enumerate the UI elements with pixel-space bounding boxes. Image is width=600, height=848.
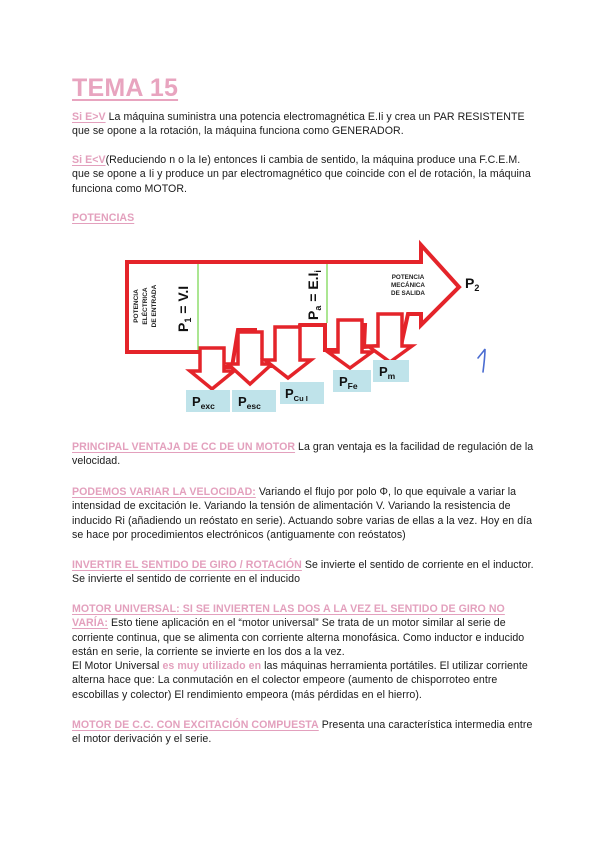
loss-box-cu: [280, 382, 324, 404]
output-label-line3: DE SALIDA: [391, 290, 425, 297]
loss-box-exc: [186, 390, 230, 412]
section-universal-text: Esto tiene aplicación en el “motor universal” Se trata de un motor similar al serie de corriente continua, que se alimenta con corriente alterna monofásica. Como inductor e inducido están en serie, la corriente se invierte en los dos a la vez.: [72, 617, 525, 658]
section-universal: [72, 602, 540, 702]
paragraph-text: La máquina suministra una potencia electromagnética E.Ii y crea un PAR RESISTENTE que se opone a la rotación, la máquina funciona como GENERADOR.: [72, 111, 525, 138]
svg-text:PCu I: $P_{Cu I}$: [285, 386, 308, 403]
section-ventaja-heading: PRINCIPAL VENTAJA DE CC DE UN MOTOR: [72, 441, 296, 453]
condition-e-greater-v: Si E>V: [72, 111, 106, 123]
section-velocidad-text: Variando el flujo por polo Φ, lo que equivale a variar la intensidad de excitación Ie. Variando la tensión de alimentación V. Variando la resistencia de inducido Ri (añadiendo un reóstato en serie). Actuando sobre varias de ellas a la vez. Hoy en día se hace por procedimientos electrónicos (antiguamente con reóstatos): [72, 486, 533, 541]
input-label-line2: ELÉCTRICA: [142, 287, 149, 325]
potencias-heading: POTENCIAS: [72, 212, 135, 224]
input-power-label: [133, 284, 158, 327]
p1-formula: [175, 286, 193, 332]
loss-box-m: [373, 360, 409, 382]
section-compuesta-text: Presenta una característica intermedia entre el motor derivación y el serie.: [72, 719, 533, 746]
input-label-line1: POTENCIA: [133, 289, 140, 323]
output-label-line1: POTENCIA: [391, 274, 425, 281]
section-compuesta: [72, 718, 540, 747]
condition-e-less-v: Si E<V: [72, 154, 106, 166]
section-giro-heading: INVERTIR EL SENTIDO DE GIRO / ROTACIÓN: [72, 559, 302, 571]
pa-formula: [305, 270, 323, 320]
svg-text:Pexc: $P_{exc}$: [192, 394, 215, 411]
section-compuesta-heading: MOTOR DE C.C. CON EXCITACIÓN COMPUESTA: [72, 719, 319, 731]
section-giro-text: Se invierte el sentido de corriente en el inductor. Se invierte el sentido de corriente en el inducido: [72, 559, 534, 586]
loss-box-esc: [232, 390, 276, 412]
section-ventaja: [72, 440, 540, 469]
svg-text:PFe: $P_{Fe}$: [339, 374, 358, 391]
output-label-line2: MECÁNICA: [391, 282, 425, 289]
section-giro: [72, 558, 540, 587]
input-label-line3: DE ENTRADA: [151, 284, 158, 328]
page-title: TEMA 15: [72, 74, 179, 102]
universal-line2-a: El Motor Universal: [72, 660, 163, 673]
section-ventaja-text: La gran ventaja es la facilidad de regulación de la velocidad.: [72, 441, 534, 468]
p2-label: $P_2$: [465, 275, 480, 293]
section-universal-heading: MOTOR UNIVERSAL: SI SE INVIERTEN LAS DOS A LA VEZ EL SENTIDO DE GIRO NO VARÍA:: [72, 603, 505, 630]
svg-text:Pa = E.Ii: $P_a = E.I_i$: [305, 270, 323, 320]
paragraph-text: (Reduciendo n o la Ie) entonces Ii cambia de sentido, la máquina produce una F.C.E.M. que se opone a Ii y produce un par electromagnético que coincide con el de rotación, la máquina funciona como MOTOR.: [72, 154, 531, 195]
section-velocidad-heading: PODEMOS VARIAR LA VELOCIDAD:: [72, 486, 256, 498]
universal-line2-c: las máquinas herramienta portátiles. El utilizar corriente alterna hace que: La conmutación en el colector empeore (aumento de chisporroteo entre escobillas y colector) El rendimiento empeora (más pérdidas en el hierro).: [72, 660, 528, 701]
svg-text:P1 = V.I: $P_1 = V.I$: [175, 285, 193, 332]
universal-highlight: es muy utilizado en: [162, 660, 262, 673]
section-velocidad: [72, 485, 540, 542]
output-power-label: [391, 274, 425, 297]
handwritten-mark: [478, 349, 485, 372]
svg-text:Pm: $P_m$: [379, 364, 396, 381]
svg-text:Pesc: $P_{esc}$: [238, 394, 261, 411]
loss-box-fe: [333, 370, 371, 392]
